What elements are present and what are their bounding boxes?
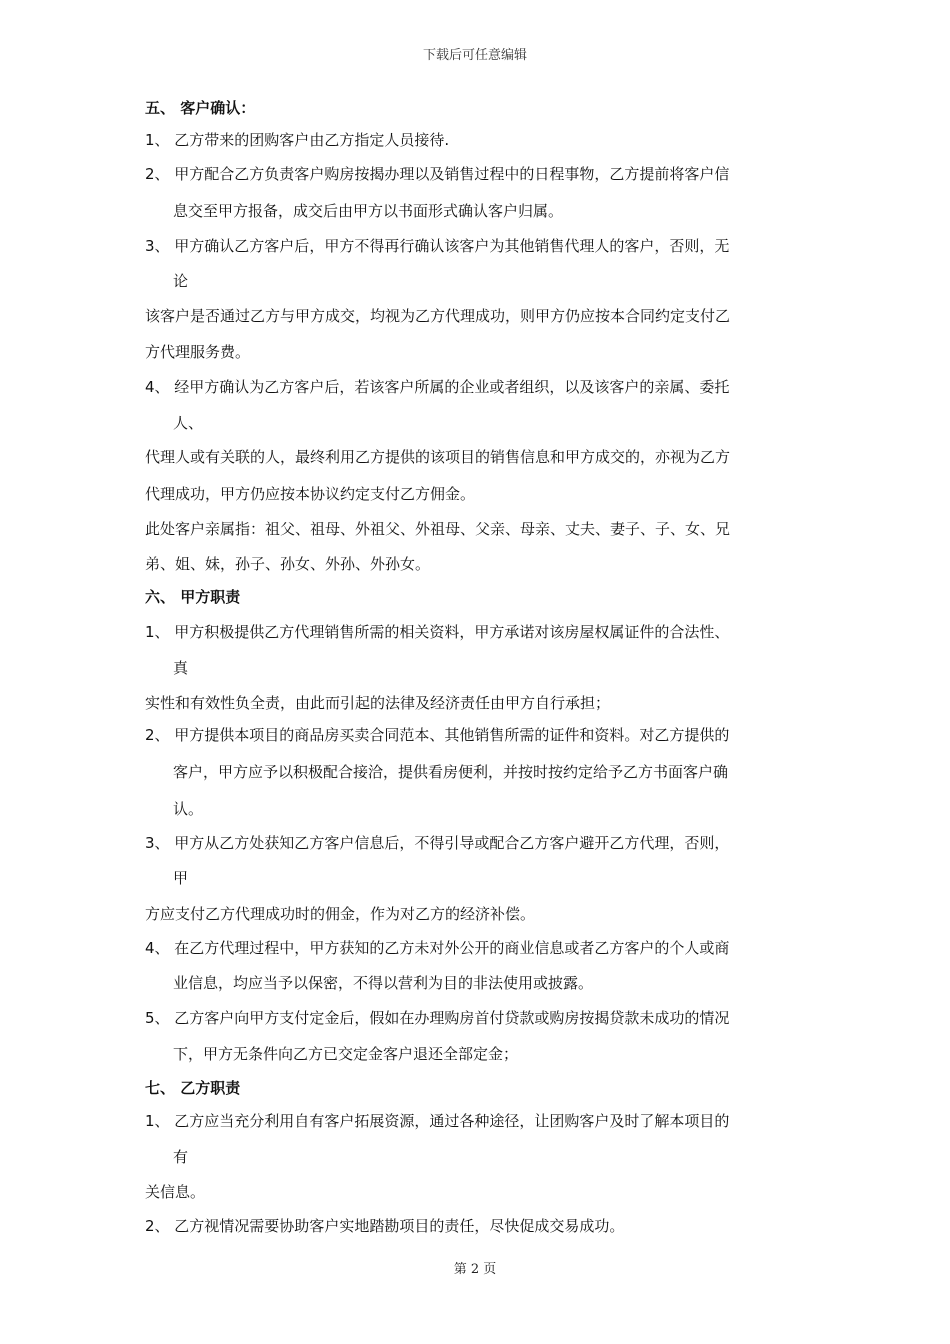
line-text: 4、 经甲方确认为乙方客户后，若该客户所属的企业或者组织，以及该客户的亲属、委托	[145, 378, 730, 396]
line-text: 4、 在乙方代理过程中，甲方获知的乙方未对外公开的商业信息或者乙方客户的个人或商	[145, 939, 730, 957]
line-text: 此处客户亲属指：祖父、祖母、外祖父、外祖母、父亲、母亲、丈夫、妻子、子、女、兄	[145, 520, 731, 538]
line-text: 3、 甲方从乙方处获知乙方客户信息后，不得引导或配合乙方客户避开乙方代理，否则，	[145, 834, 730, 852]
line-text: 5、 乙方客户向甲方支付定金后，假如在办理购房首付贷款或购房按揭贷款未成功的情况	[145, 1009, 730, 1027]
line-text: 方代理服务费。	[145, 343, 251, 361]
line-text: 关信息。	[145, 1183, 206, 1201]
line-text: 1、 乙方带来的团购客户由乙方指定人员接待.	[145, 131, 450, 149]
line-text: 2、 甲方提供本项目的商品房买卖合同范本、其他销售所需的证件和资料。对乙方提供的	[145, 726, 730, 744]
line-text: 3、 甲方确认乙方客户后，甲方不得再行确认该客户为其他销售代理人的客户，否则，无	[145, 237, 730, 255]
line-text: 实性和有效性负全责，由此而引起的法律及经济责任由甲方自行承担；	[145, 694, 611, 712]
line-text: 2、 甲方配合乙方负责客户购房按揭办理以及销售过程中的日程事物，乙方提前将客户信	[145, 165, 730, 183]
line-text: 代理人或有关联的人，最终利用乙方提供的该项目的销售信息和甲方成交的，亦视为乙方	[145, 448, 731, 466]
page-number: 第 2 页	[453, 1262, 497, 1277]
line-text: 方应支付乙方代理成功时的佣金，作为对乙方的经济补偿。	[145, 905, 536, 923]
line-text: 代理成功，甲方仍应按本协议约定支付乙方佣金。	[145, 485, 476, 503]
line-text: 人、	[173, 414, 204, 432]
line-text: 论	[173, 272, 189, 290]
page-header: 下载后可任意编辑	[422, 48, 527, 63]
line-text: 息交至甲方报备，成交后由甲方以书面形式确认客户归属。	[173, 202, 564, 220]
line-text: 客户，甲方应予以积极配合接洽，提供看房便利，并按时按约定给予乙方书面客户确	[173, 763, 729, 781]
line-text: 甲	[173, 869, 189, 887]
line-text: 六、 甲方职责	[145, 588, 241, 606]
line-text: 2、 乙方视情况需要协助客户实地踏勘项目的责任，尽快促成交易成功。	[145, 1217, 625, 1235]
line-text: 业信息，均应当予以保密，不得以营利为目的非法使用或披露。	[173, 974, 594, 992]
line-text: 下，甲方无条件向乙方已交定金客户退还全部定金；	[173, 1045, 519, 1063]
line-text: 有	[173, 1148, 189, 1166]
line-text: 1、 甲方积极提供乙方代理销售所需的相关资料，甲方承诺对该房屋权属证件的合法性、	[145, 623, 730, 641]
line-text: 1、 乙方应当充分利用自有客户拓展资源，通过各种途径，让团购客户及时了解本项目的	[145, 1112, 730, 1130]
line-text: 该客户是否通过乙方与甲方成交，均视为乙方代理成功，则甲方仍应按本合同约定支付乙	[145, 307, 731, 325]
line-text: 真	[173, 659, 189, 677]
line-text: 认。	[173, 800, 204, 818]
line-text: 弟、姐、妹，孙子、孙女、外孙、外孙女。	[145, 555, 431, 573]
line-text: 七、 乙方职责	[145, 1079, 241, 1097]
line-text: 五、 客户确认：	[145, 99, 256, 117]
